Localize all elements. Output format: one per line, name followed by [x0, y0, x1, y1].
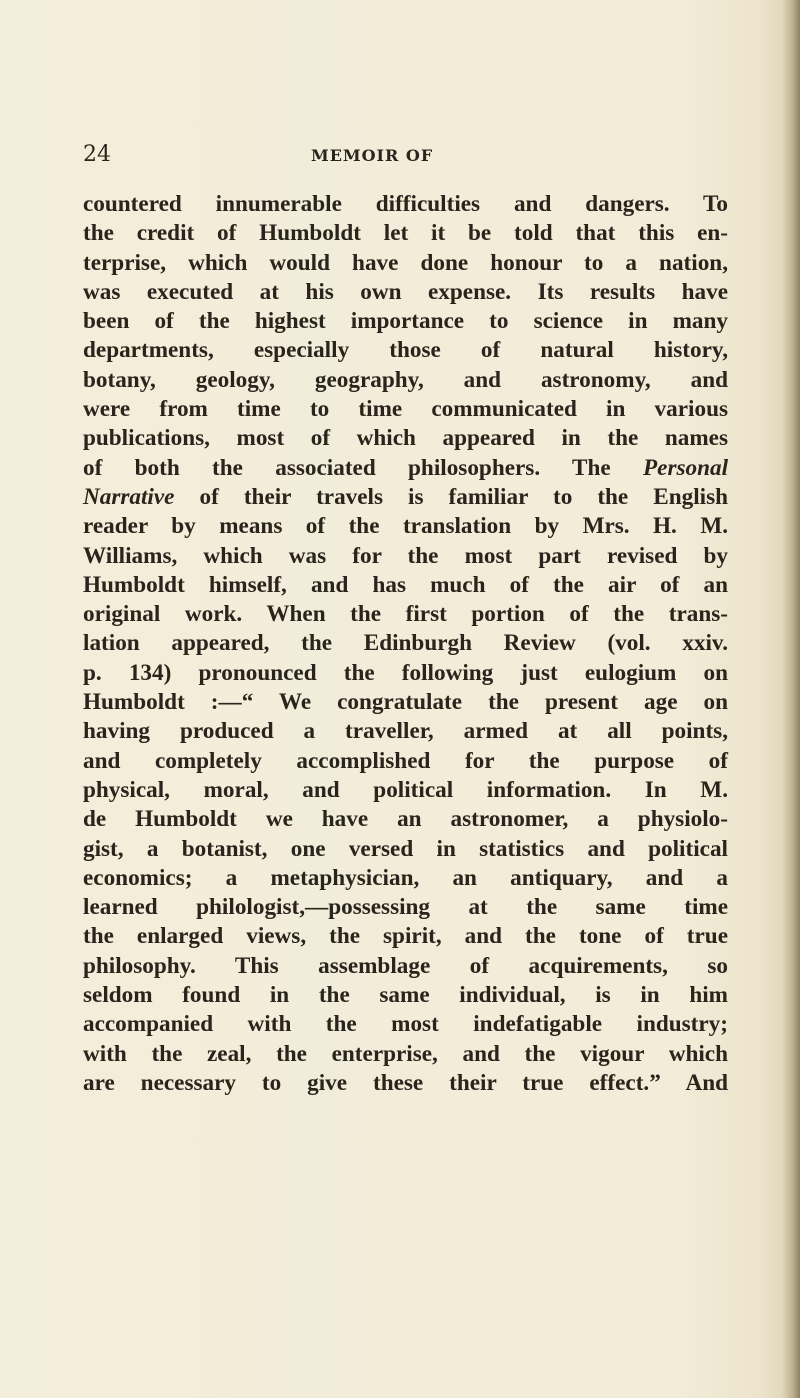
page-number: 24: [83, 142, 111, 167]
text-line: botany, geology, geography, and astronomy, and: [83, 366, 728, 393]
text-line: with the zeal, the enterprise, and the vigour which: [83, 1040, 728, 1067]
text-line: terprise, which would have done honour to a nation,: [83, 249, 728, 276]
text-line: Humboldt :—“ We congratulate the present age on: [83, 689, 728, 716]
text-segment: of their travels is familiar to the English: [199, 483, 729, 510]
text-line: economics; a metaphysician, an antiquary, and a: [83, 864, 728, 891]
text-line: learned philologist,—possessing at the same time: [83, 894, 728, 921]
text-line: Humboldt himself, and has much of the air of an: [83, 571, 728, 598]
text-line: original work. When the first portion of the trans-: [83, 601, 728, 628]
text-segment: of both the associated philosophers. The: [83, 454, 611, 481]
page-header: [83, 142, 723, 170]
text-line: publications, most of which appeared in the names: [83, 425, 728, 452]
text-line: been of the highest importance to science in many: [83, 308, 728, 335]
text-line: accompanied with the most indefatigable industry;: [83, 1011, 728, 1038]
text-line: are necessary to give these their true effect.” And: [83, 1069, 728, 1096]
text-line: departments, especially those of natural history,: [83, 337, 728, 364]
italic-title-personal: Personal: [642, 454, 729, 481]
text-line: Williams, which was for the most part revised by: [83, 542, 728, 569]
text-line: having produced a traveller, armed at all points,: [83, 718, 728, 745]
body-text: [83, 190, 728, 1098]
text-line: were from time to time communicated in various: [83, 396, 728, 423]
text-line: the enlarged views, the spirit, and the tone of true: [83, 923, 728, 950]
text-line: de Humboldt we have an astronomer, a physiolo-: [83, 806, 728, 833]
text-line: the credit of Humboldt let it be told that this en-: [83, 220, 728, 247]
text-line: countered innumerable difficulties and dangers. To: [83, 191, 728, 217]
text-line: gist, a botanist, one versed in statistics and political: [83, 835, 728, 862]
text-line: physical, moral, and political information. In M.: [83, 776, 728, 803]
text-line: was executed at his own expense. Its results have: [83, 278, 728, 305]
text-line: p. 134) pronounced the following just eulogium on: [83, 659, 728, 686]
running-head: MEMOIR OF: [311, 146, 434, 165]
text-line: and completely accomplished for the purpose of: [83, 747, 728, 774]
text-line: lation appeared, the Edinburgh Review (vol. xxiv.: [83, 630, 728, 657]
text-line: seldom found in the same individual, is in him: [83, 982, 728, 1009]
italic-title-narrative: Narrative: [83, 483, 175, 510]
page-binding-edge: [782, 0, 800, 1398]
text-line: [83, 454, 728, 483]
text-line: reader by means of the translation by Mrs. H. M.: [83, 513, 728, 540]
text-line: philosophy. This assemblage of acquirements, so: [83, 952, 728, 979]
text-line: [83, 483, 728, 512]
